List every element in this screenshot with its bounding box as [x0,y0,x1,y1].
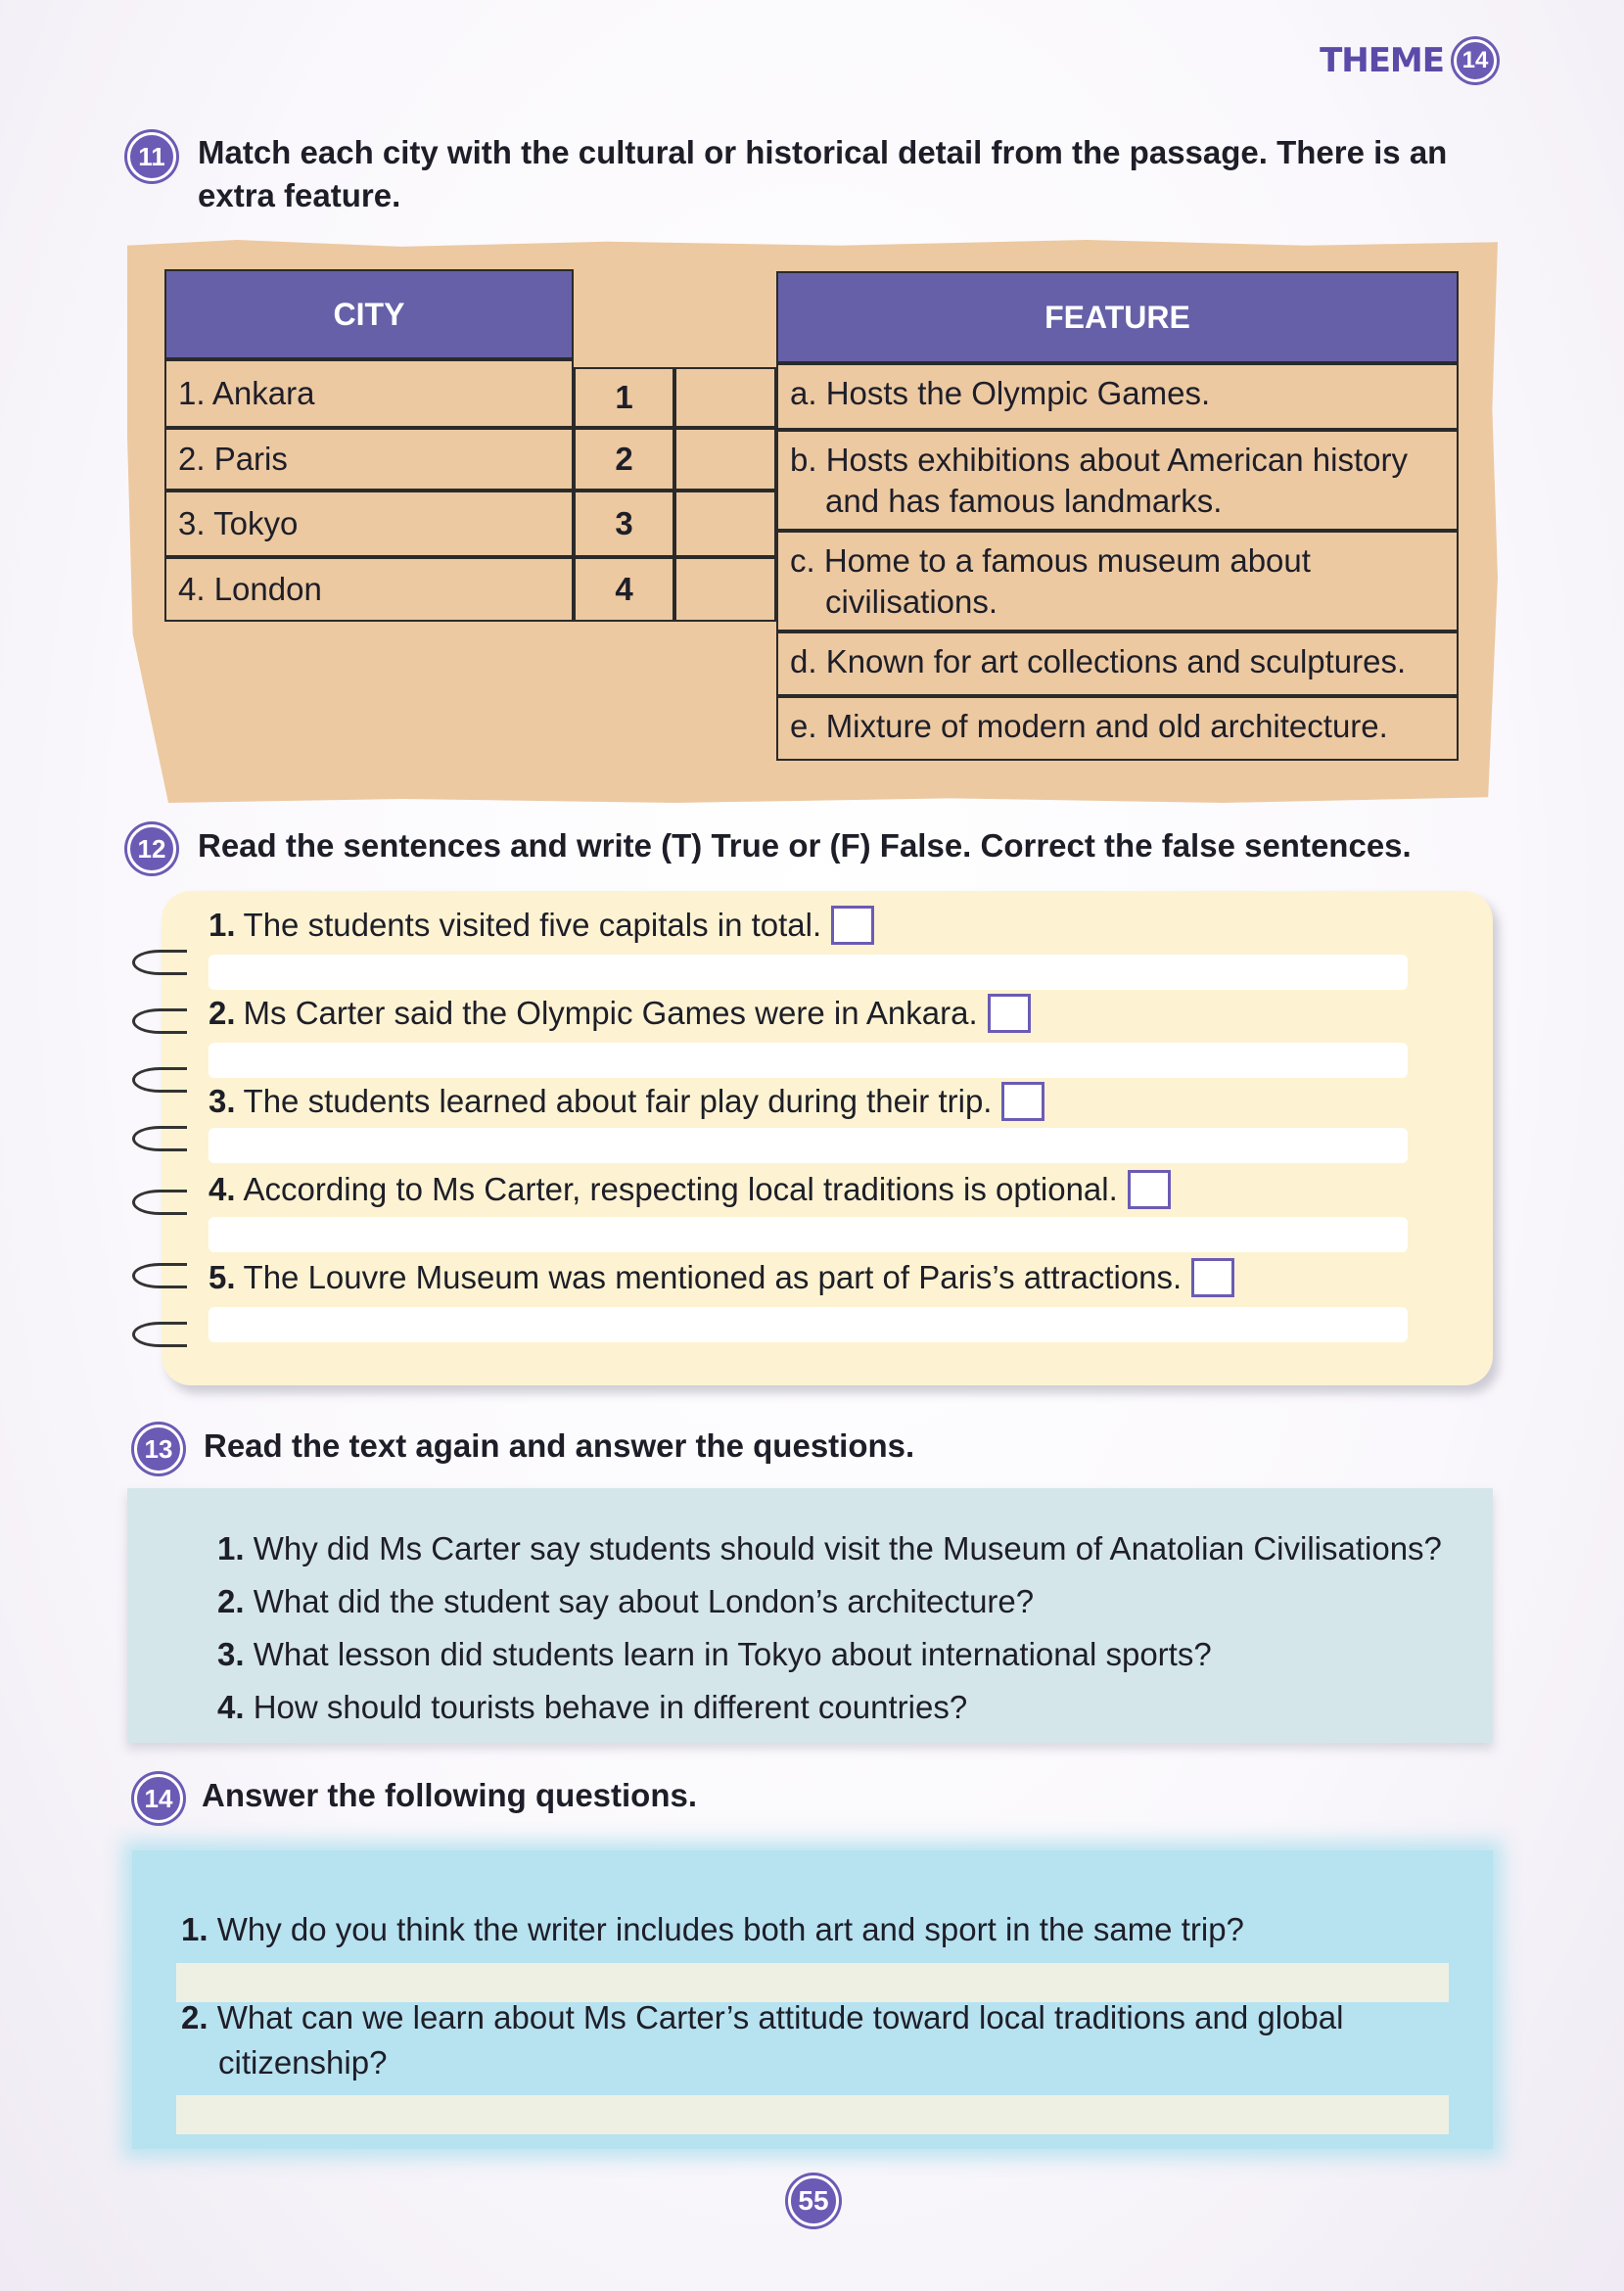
city-cell: 2. Paris [164,428,574,491]
city-cell: 3. Tokyo [164,491,574,557]
tf-text: The students learned about fair play during their trip. [243,1083,993,1119]
tf-number: 1. [209,907,236,943]
question-line [181,1907,1454,1952]
city-cell: 1. Ankara [164,359,574,428]
theme-label: THEME [1320,41,1444,80]
spiral-ring [132,1190,187,1215]
feature-cell [776,430,1459,531]
feature-cell [776,363,1459,430]
match-answer-box[interactable] [674,557,776,622]
question-line [217,1530,1442,1567]
spiral-ring [132,1008,187,1034]
exercise-14-instruction: Answer the following questions. [202,1777,698,1813]
tf-sentence [209,1170,1171,1209]
answer-line[interactable] [176,2095,1449,2134]
tf-number: 2. [209,995,236,1031]
question-number: 2. [217,1583,245,1619]
tf-answer-box[interactable] [831,906,874,945]
feature-header: FEATURE [776,271,1459,363]
match-number-cell: 2 [574,428,674,491]
match-number-cell: 1 [574,367,674,428]
question-line [217,1583,1034,1620]
question-line [217,1636,1212,1673]
tf-sentence [209,1082,1044,1121]
question-number: 2. [181,1999,209,2035]
tf-sentence [209,1258,1234,1297]
spiral-ring [132,950,187,975]
exercise-12-instruction: Read the sentences and write (T) True or (F) False. Correct the false sentences. [198,827,1412,864]
match-number-cell: 4 [574,557,674,622]
exercise-12-number: 12 [127,824,176,873]
exercise-11-instruction: Match each city with the cultural or historical detail from the passage. There is an extra feature. [198,134,1448,213]
spiral-ring [132,1126,187,1151]
feature-cell [776,531,1459,631]
feature-text: c. Home to a famous museum about civilisations. [790,542,1311,620]
question-number: 3. [217,1636,245,1672]
tf-text: The students visited five capitals in total. [243,907,822,943]
correction-line[interactable] [209,1043,1408,1078]
tf-text: The Louvre Museum was mentioned as part of Paris’s attractions. [243,1259,1183,1295]
tf-number: 3. [209,1083,236,1119]
tf-answer-box[interactable] [1128,1170,1171,1209]
spiral-ring [132,1322,187,1347]
tf-sentence [209,994,1031,1033]
tf-answer-box[interactable] [1001,1082,1044,1121]
feature-text: d. Known for art collections and sculptures. [790,643,1407,679]
city-header: CITY [164,269,574,359]
exercise-11-number: 11 [127,132,176,181]
city-cell: 4. London [164,557,574,622]
exercise-13-number: 13 [134,1425,183,1473]
question-text: Why do you think the writer includes both art and sport in the same trip? [216,1911,1244,1947]
tf-number: 4. [209,1171,236,1207]
question-line [217,1689,967,1726]
tf-answer-box[interactable] [988,994,1031,1033]
feature-text: a. Hosts the Olympic Games. [790,375,1211,411]
exercise-13-instruction: Read the text again and answer the questions. [204,1427,915,1464]
question-number: 1. [181,1911,209,1947]
match-number-cell: 3 [574,491,674,557]
correction-line[interactable] [209,1307,1408,1342]
feature-text: e. Mixture of modern and old architecture. [790,708,1388,744]
exercise-14-number: 14 [134,1774,183,1823]
theme-header [1320,39,1497,82]
question-number: 1. [217,1530,245,1566]
question-number: 4. [217,1689,245,1725]
feature-cell [776,696,1459,761]
question-text: What did the student say about London’s architecture? [253,1583,1035,1619]
match-answer-box[interactable] [674,428,776,491]
question-text: What lesson did students learn in Tokyo about international sports? [253,1636,1212,1672]
correction-line[interactable] [209,955,1408,990]
question-text: How should tourists behave in different countries? [253,1689,968,1725]
feature-cell [776,631,1459,696]
tf-sentence [209,906,874,945]
correction-line[interactable] [209,1128,1408,1163]
page-number: 55 [788,2175,839,2226]
theme-number-badge: 14 [1454,39,1497,82]
tf-answer-box[interactable] [1191,1258,1234,1297]
question-text: What can we learn about Ms Carter’s attitude toward local traditions and global citizenship? [216,1999,1344,2081]
spiral-ring [132,1067,187,1093]
question-line [181,1995,1434,2085]
tf-text: Ms Carter said the Olympic Games were in Ankara. [243,995,978,1031]
spiral-ring [132,1263,187,1288]
feature-text: b. Hosts exhibitions about American history and has famous landmarks. [790,442,1408,519]
question-text: Why did Ms Carter say students should visit the Museum of Anatolian Civilisations? [253,1530,1442,1566]
tf-number: 5. [209,1259,236,1295]
match-answer-box[interactable] [674,491,776,557]
tf-text: According to Ms Carter, respecting local traditions is optional. [243,1171,1118,1207]
correction-line[interactable] [209,1217,1408,1252]
match-answer-box[interactable] [674,367,776,428]
